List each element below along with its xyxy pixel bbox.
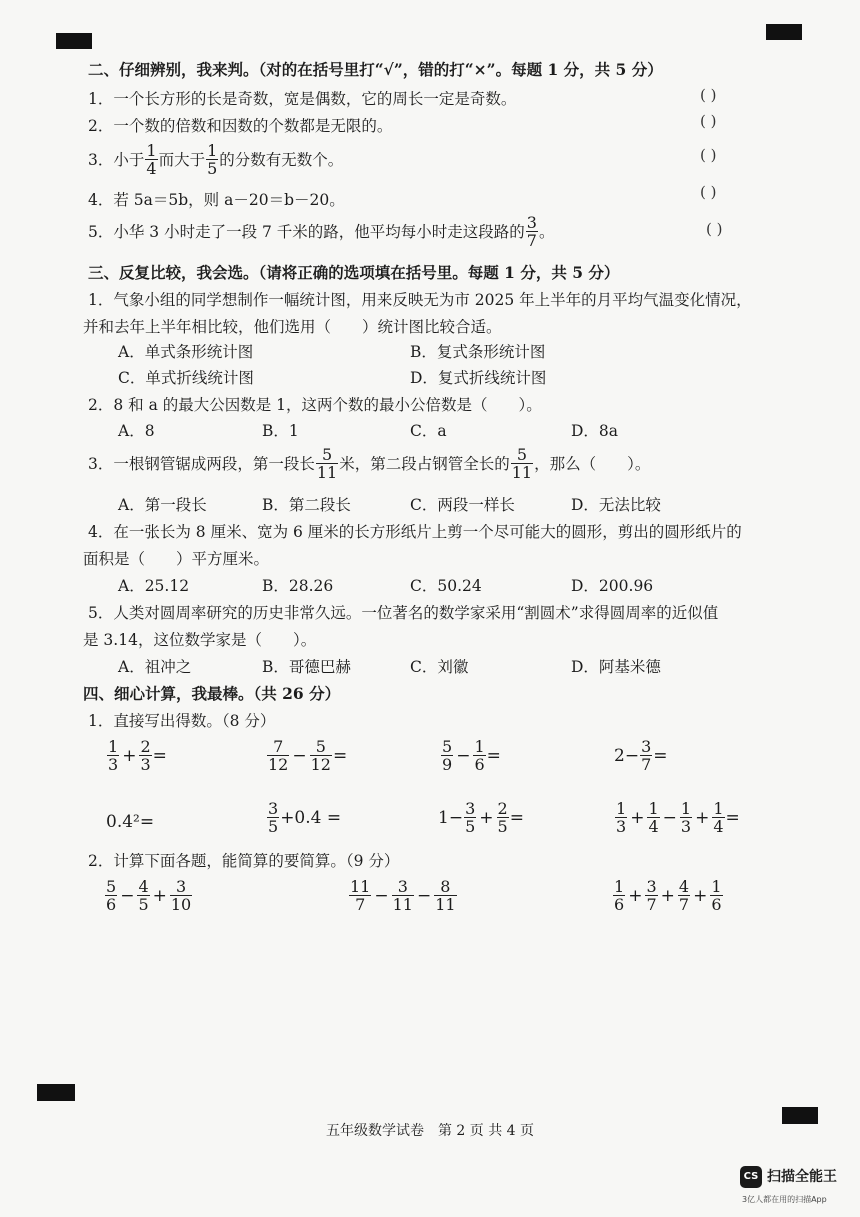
numerator: 3 [392,878,414,896]
option-q1-B[interactable]: B．复式条形统计图 [410,343,546,361]
option-q1-A[interactable]: A．单式条形统计图 [118,343,254,361]
fraction [511,446,533,481]
option-q3-A[interactable]: A．第一段长 [118,496,207,514]
expr-4 [614,738,668,773]
expr-1 [106,738,167,773]
page-footer: 五年级数学试卷 第 2 页 共 4 页 [325,1123,535,1139]
option-q3-C[interactable]: C．两段一样长 [410,496,515,514]
watermark-title: 扫描全能王 [767,1169,837,1185]
numerator: 5 [442,737,453,756]
answer-paren-q3[interactable]: ( ) [700,146,717,164]
q5-text-b: 。 [538,222,555,241]
denominator: 3 [616,817,627,836]
numerator: 4 [678,877,690,896]
judge-q3 [88,142,343,177]
fraction [640,738,652,773]
expr-text: 0.4²= [106,812,155,832]
operator: − [662,807,677,828]
denominator: 3 [680,817,692,836]
equals: = [725,807,740,828]
numerator: 1 [680,799,692,818]
operator: + [628,885,643,906]
operator: − [456,745,471,766]
fraction [434,878,456,913]
denominator: 5 [465,817,476,836]
operator: + [630,807,645,828]
equals: = [509,807,524,828]
denominator: 6 [106,895,117,914]
option-q2-D[interactable]: D．8a [571,422,619,440]
q3-text-b: 而大于 [158,150,206,169]
section-3-heading: 三、反复比较，我会选。（请将正确的选项填在括号里。每题 1 分，共 5 分） [88,263,620,282]
denominator: 4 [146,159,157,178]
choice-q2: 2．8 和 a 的最大公因数是 1，这两个数的最小公倍数是（ ）。 [88,396,542,414]
fraction [613,878,625,913]
choice-q4-line1: 4．在一张长为 8 厘米、宽为 6 厘米的长方形纸片上剪一个尽可能大的圆形，剪出的圆形纸片的 [88,523,742,541]
denominator: 7 [641,755,652,774]
numerator: 1 [648,799,659,818]
option-q4-B[interactable]: B．28.26 [262,577,334,595]
numerator: 2 [497,799,508,818]
answer-paren-q2[interactable]: ( ) [700,112,717,130]
numerator: 7 [267,738,289,756]
denominator: 6 [474,755,485,774]
fraction [170,878,192,913]
whole-part: 1− [438,807,464,828]
fraction [680,800,692,835]
judge-q4: 4．若 5a＝5b，则 a－20＝b－20。 [88,191,345,209]
denominator: 3 [140,755,151,774]
fraction [441,738,453,773]
operator: + [660,885,675,906]
numerator: 3 [641,737,652,756]
denominator: 6 [711,895,722,914]
numerator: 1 [616,799,627,818]
option-q3-D[interactable]: D．无法比较 [571,496,661,514]
operator: − [292,745,307,766]
denominator: 6 [614,895,625,914]
fraction [139,738,151,773]
denominator: 7 [355,895,366,914]
camscanner-logo-icon: CS [740,1166,762,1188]
denominator: 9 [442,755,453,774]
numerator: 1 [614,877,625,896]
operator: − [416,885,432,906]
option-q5-C[interactable]: C．刘徽 [410,658,469,676]
denominator: 5 [497,817,508,836]
fraction [206,142,218,177]
numerator: 1 [713,799,724,818]
numerator: 1 [146,141,157,160]
option-q1-D[interactable]: D．复式折线统计图 [410,369,547,387]
operator: + [152,885,167,906]
fraction [710,878,722,913]
numerator: 5 [511,446,533,464]
numerator: 1 [474,737,485,756]
fraction [645,878,657,913]
answer-paren-q1[interactable]: ( ) [700,86,717,104]
corner-mark-top-right [766,24,802,40]
judge-q5 [88,214,555,249]
fraction [712,800,724,835]
corner-mark-top-left [56,33,92,49]
numerator: 5 [106,877,117,896]
option-q3-B[interactable]: B．第二段长 [262,496,351,514]
numerator: 1 [108,737,119,756]
judge-q1: 1．一个长方形的长是奇数，宽是偶数，它的周长一定是奇数。 [88,90,517,108]
numerator: 2 [140,737,151,756]
answer-paren-q5[interactable]: ( ) [706,220,723,238]
judge-q2: 2．一个数的倍数和因数的个数都是无限的。 [88,117,393,135]
expr-8 [614,800,740,835]
fraction [137,878,149,913]
numerator: 1 [207,141,218,160]
operator: + [122,745,137,766]
fraction [497,800,509,835]
denominator: 7 [646,895,657,914]
numerator: 3 [268,799,279,818]
option-q2-B[interactable]: B．1 [262,422,299,440]
whole-part: 2− [614,745,640,766]
calc-2 [348,878,458,913]
fraction [105,878,117,913]
numerator: 3 [646,877,657,896]
denominator: 5 [268,817,279,836]
equals: = [486,745,501,766]
denominator: 3 [108,755,119,774]
denominator: 7 [526,231,537,250]
choice-q1-line2: 并和去年上半年相比较，他们选用（ ）统计图比较合适。 [83,318,502,336]
q3-text-b: 米，第二段占钢管全长的 [339,454,510,473]
operator: + [693,885,708,906]
numerator: 3 [170,878,192,896]
fraction [526,214,538,249]
fraction [473,738,485,773]
numerator: 8 [434,878,456,896]
expr-6 [266,800,341,835]
denominator: 11 [392,895,413,914]
denominator: 12 [310,755,331,774]
answer-paren-q4[interactable]: ( ) [700,183,717,201]
option-q2-A[interactable]: A．8 [118,422,155,440]
fraction [615,800,627,835]
fraction [678,878,690,913]
q3-text-a: 3．小于 [88,150,145,169]
numerator: 3 [526,213,537,232]
fraction [392,878,414,913]
denominator: 11 [511,463,533,482]
fraction [145,142,157,177]
denominator: 5 [207,159,218,178]
choice-q3 [88,446,650,481]
fraction [316,446,338,481]
denominator: 4 [648,817,659,836]
corner-mark-bottom-left [37,1084,75,1101]
operator: − [120,885,135,906]
fraction [349,878,371,913]
denominator: 11 [316,463,338,482]
part-2-title: 2．计算下面各题，能简算的要简算。（9 分） [88,852,400,870]
fraction [310,738,332,773]
part-1-title: 1．直接写出得数。（8 分） [88,712,276,730]
option-q2-C[interactable]: C．a [410,422,447,440]
fraction [267,800,279,835]
denominator: 12 [268,755,289,774]
fraction [464,800,476,835]
numerator: 5 [316,446,338,464]
equals: = [332,745,348,766]
denominator: 5 [138,895,149,914]
choice-q5-line2: 是 3.14，这位数学家是（ ）。 [83,631,317,649]
fraction [647,800,659,835]
choice-q4-line2: 面积是（ ）平方厘米。 [83,550,270,568]
q3-text-a: 3．一根钢管锯成两段，第一段长 [88,454,315,473]
fraction [267,738,289,773]
q5-text-a: 5．小华 3 小时走了一段 7 千米的路，他平均每小时走这段路的 [88,222,525,241]
option-q1-C[interactable]: C．单式折线统计图 [118,369,254,387]
denominator: 10 [170,895,192,914]
equals: = [653,745,668,766]
option-q4-C[interactable]: C．50.24 [410,577,482,595]
option-q5-A[interactable]: A．祖冲之 [118,658,192,676]
choice-q5-line1: 5．人类对圆周率研究的历史非常久远。一位著名的数学家采用“割圆术”求得圆周率的近似值 [88,604,719,622]
q3-text-c: 的分数有无数个。 [219,150,344,169]
choice-q1-line1: 1．气象小组的同学想制作一幅统计图，用来反映无为市 2025 年上半年的月平均气温变化情况， [88,291,752,309]
denominator: 11 [435,895,456,914]
option-q5-B[interactable]: B．哥德巴赫 [262,658,351,676]
expr-3 [440,738,501,773]
operator: + [695,807,710,828]
expr-2 [266,738,347,773]
equals: = [152,745,167,766]
denominator: 7 [678,895,690,914]
option-q4-D[interactable]: D．200.96 [571,577,654,595]
numerator: 3 [465,799,476,818]
calc-1 [104,878,193,913]
numerator: 4 [138,877,149,896]
denominator: 4 [713,817,724,836]
q3-text-c: ，那么（ ）。 [534,454,651,473]
option-q5-D[interactable]: D．阿基米德 [571,658,661,676]
section-4-heading: 四、细心计算，我最棒。（共 26 分） [83,684,341,703]
operator: + [479,807,494,828]
numerator: 11 [350,877,371,896]
operator: − [374,885,389,906]
numerator: 1 [711,877,722,896]
expr-7 [438,800,524,835]
option-q4-A[interactable]: A．25.12 [118,577,190,595]
calc-3 [612,878,724,913]
expr-5 [106,812,154,832]
numerator: 5 [310,738,332,756]
watermark-subtitle: 3亿人都在用的扫描App [742,1195,827,1204]
section-2-heading: 二、仔细辨别，我来判。（对的在括号里打“√”，错的打“×”。每题 1 分，共 5 分） [88,60,663,79]
expr-rest: +0.4 = [280,807,342,828]
fraction [107,738,119,773]
